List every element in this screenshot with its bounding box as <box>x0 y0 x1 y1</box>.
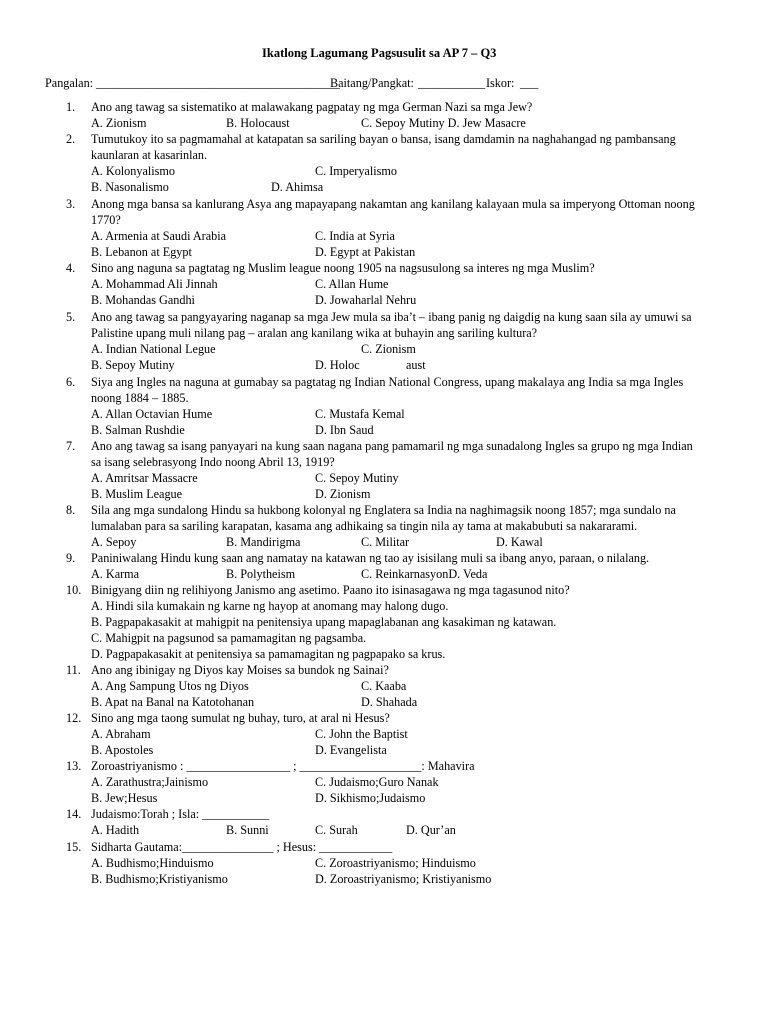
choice: A. Armenia at Saudi Arabia <box>91 229 227 243</box>
choice: C. ReinkarnasyonD. Veda <box>361 567 488 581</box>
choice: A. Abraham <box>91 727 151 741</box>
choice: B. Apostoles <box>91 743 154 757</box>
question-text: Ano ang tawag sa isang panyayari na kung saan nagana pang pamamaril ng mga sunadalong Ingles sa grupo ng mga Indian <box>91 439 693 453</box>
section-label: Baitang/Pangkat: <box>330 76 414 90</box>
choice: A. Amritsar Massacre <box>91 471 198 485</box>
question-number: 1. <box>66 100 76 114</box>
choice: C. Mustafa Kemal <box>315 407 405 421</box>
choice: B. Apat na Banal na Katotohanan <box>91 695 255 709</box>
choice: A. Zionism <box>91 116 147 130</box>
score-label: Iskor: <box>486 76 515 90</box>
choice: A. Indian National Legue <box>91 342 216 356</box>
question-text-cont: kaunlaran at kasarinlan. <box>91 148 208 162</box>
score-blank: ___ <box>520 76 539 90</box>
choice: A. Allan Octavian Hume <box>91 407 213 421</box>
choice: A. Kolonyalismo <box>91 164 175 178</box>
choice: B. Holocaust <box>226 116 290 130</box>
question-text: Sila ang mga sundalong Hindu sa hukbong kolonyal ng Englatera sa India na naghimagsik noong 1857; mga sundalo na <box>91 503 676 517</box>
choice: C. Surah <box>315 823 358 837</box>
question-number: 11. <box>66 663 81 677</box>
choice: A. Hindi sila kumakain ng karne ng hayop at anomang may halong dugo. <box>91 599 449 613</box>
choice: D. Ibn Saud <box>315 423 374 437</box>
choice: C. John the Baptist <box>315 727 408 741</box>
question-number: 8. <box>66 503 76 517</box>
choice: B. Salman Rushdie <box>91 423 185 437</box>
name-blank: ________________________________________ <box>96 76 340 90</box>
quiz-title: Ikatlong Lagumang Pagsusulit sa AP 7 – Q3 <box>262 46 497 60</box>
question-text: Sino ang naguna sa pagtatag ng Muslim league noong 1905 na nagsusulong sa interes ng mga Muslim? <box>91 261 595 275</box>
choice: C. Zoroastriyanismo; Hinduismo <box>315 856 476 870</box>
question-text: Ano ang tawag sa pangyayaring naganap sa mga Jew mula sa iba’t – ibang panig ng daigdig na kung saan sila ay umuwi sa <box>91 310 692 324</box>
choice: D. Shahada <box>361 695 418 709</box>
choice: D. Zoroastriyanismo; Kristiyanismo <box>315 872 492 886</box>
choice: B. Nasonalismo <box>91 180 169 194</box>
question-text: Judaismo:Torah ; Isla: ___________ <box>91 807 270 821</box>
choice: A. Hadith <box>91 823 140 837</box>
choice: A. Zarathustra;Jainismo <box>91 775 209 789</box>
question-text-cont: 1770? <box>91 213 121 227</box>
choice: D. Sikhismo;Judaismo <box>315 791 426 805</box>
choice: C. India at Syria <box>315 229 395 243</box>
question-text: Binigyang diin ng relihiyong Janismo ang asetimo. Paano ito isinasagawa ng mga tagasunod nito? <box>91 583 570 597</box>
question-number: 9. <box>66 551 76 565</box>
question-text: Sino ang mga taong sumulat ng buhay, turo, at aral ni Hesus? <box>91 711 390 725</box>
choice: C. Imperyalismo <box>315 164 397 178</box>
choice: B. Polytheism <box>226 567 296 581</box>
choice: A. Karma <box>91 567 140 581</box>
question-number: 12. <box>66 711 82 725</box>
question-text: Ano ang ibinigay ng Diyos kay Moises sa bundok ng Sainai? <box>91 663 389 677</box>
name-label: Pangalan: <box>45 76 94 90</box>
choice: B. Sunni <box>226 823 269 837</box>
question-text: Zoroastriyanismo : _________________ ; ____________________: Mahavira <box>91 759 475 773</box>
section-blank: ___________ <box>418 76 486 90</box>
question-number: 3. <box>66 197 76 211</box>
choice: C. Judaismo;Guro Nanak <box>315 775 439 789</box>
choice: B. Muslim League <box>91 487 183 501</box>
choice: D. Ahimsa <box>271 180 324 194</box>
question-number: 2. <box>66 132 76 146</box>
choice: D. Qur’an <box>406 823 456 837</box>
choice: C. Zionism <box>361 342 416 356</box>
choice: B. Mandirigma <box>226 535 301 549</box>
question-number: 15. <box>66 840 82 854</box>
choice: B. Lebanon at Egypt <box>91 245 192 259</box>
question-number: 13. <box>66 759 82 773</box>
question-text: Tumutukoy ito sa pagmamahal at katapatan sa sariling bayan o bansa, isang damdamin na naghahangad ng pambansang <box>91 132 676 146</box>
question-text: Paniniwalang Hindu kung saan ang namatay na katawan ng tao ay isisilang muli sa ibang anyo, paraan, o nilalang. <box>91 551 650 565</box>
question-text-cont: noong 1884 – 1885. <box>91 391 189 405</box>
question-number: 10. <box>66 583 82 597</box>
choice: C. Sepoy Mutiny D. Jew Masacre <box>361 116 526 130</box>
choice: C. Kaaba <box>361 679 407 693</box>
choice-fragment: aust <box>406 358 426 372</box>
question-number: 6. <box>66 375 76 389</box>
choice: C. Allan Hume <box>315 277 389 291</box>
question-text: Siya ang Ingles na naguna at gumabay sa pagtatag ng Indian National Congress, upang makalaya ang India sa mga Ingles <box>91 375 684 389</box>
choice: A. Sepoy <box>91 535 137 549</box>
choice: D. Kawal <box>496 535 543 549</box>
choice: C. Sepoy Mutiny <box>315 471 399 485</box>
choice: D. Evangelista <box>315 743 387 757</box>
choice: B. Sepoy Mutiny <box>91 358 175 372</box>
question-text-cont: lumalaban para sa sariling karapatan, kasama ang adhikaing sa tingin nila ay tama at makabubuti sa nakararami. <box>91 519 638 533</box>
choice: D. Jowaharlal Nehru <box>315 293 417 307</box>
choice: C. Mahigpit na pagsunod sa pamamagitan ng pagsamba. <box>91 631 367 645</box>
question-text: Ano ang tawag sa sistematiko at malawakang pagpatay ng mga German Nazi sa mga Jew? <box>91 100 533 114</box>
question-number: 4. <box>66 261 76 275</box>
choice: A. Ang Sampung Utos ng Diyos <box>91 679 249 693</box>
choice: B. Budhismo;Kristiyanismo <box>91 872 228 886</box>
choice: B. Mohandas Gandhi <box>91 293 195 307</box>
choice: D. Zionism <box>315 487 371 501</box>
choice: D. Egypt at Pakistan <box>315 245 416 259</box>
question-number: 7. <box>66 439 76 453</box>
question-text: Anong mga bansa sa kanlurang Asya ang mapayapang nakamtan ang kanilang kalayaan mula sa imperyong Ottoman noong <box>91 197 695 211</box>
question-text-cont: sa isang selebrasyong Indo noong Abril 13, 1919? <box>91 455 335 469</box>
question-number: 5. <box>66 310 76 324</box>
choice: A. Budhismo;Hinduismo <box>91 856 214 870</box>
choice: A. Mohammad Ali Jinnah <box>91 277 218 291</box>
choice: B. Pagpapakasakit at mahigpit na penitensiya upang mapaglabanan ang kasakiman ng katawan. <box>91 615 557 629</box>
question-number: 14. <box>66 807 82 821</box>
choice: D. Holoc <box>315 358 360 372</box>
choice: C. Militar <box>361 535 410 549</box>
question-text-cont: Palistine upang muli nilang pag – aralan ang kanilang wika at buhayin ang sariling kultura? <box>91 326 538 340</box>
choice: B. Jew;Hesus <box>91 791 158 805</box>
question-text: Sidharta Gautama:_______________ ; Hesus: ____________ <box>91 840 393 854</box>
choice: D. Pagpapakasakit at penitensiya sa pamamagitan ng pagpapako sa krus. <box>91 647 446 661</box>
